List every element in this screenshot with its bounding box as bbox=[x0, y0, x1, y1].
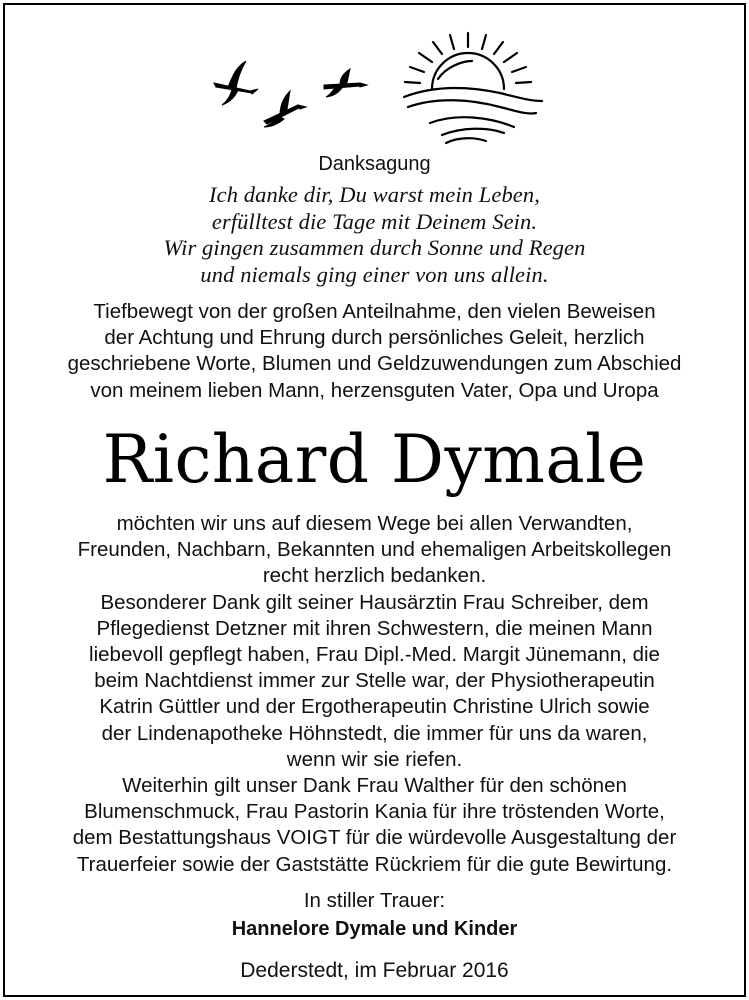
text-line: Freunden, Nachbarn, Bekannten und ehemaligen Arbeitskollegen bbox=[77, 538, 672, 562]
deceased-name: Richard Dymale bbox=[102, 421, 647, 498]
notice-heading: Danksagung bbox=[318, 153, 431, 175]
text-line: geschriebene Worte, Blumen und Geldzuwendungen zum Abschied bbox=[67, 352, 682, 376]
text-line: Besonderer Dank gilt seiner Hausärztin Frau Schreiber, dem bbox=[100, 590, 649, 614]
text-line: Katrin Güttler und der Ergotherapeutin Christine Ulrich sowie bbox=[99, 695, 650, 719]
intro-paragraph bbox=[5, 299, 744, 404]
poem-verse bbox=[5, 182, 744, 288]
thanks-paragraph bbox=[5, 511, 744, 878]
poem-line: erfülltest die Tage mit Deinem Sein. bbox=[211, 208, 538, 234]
text-line: Trauerfeier sowie der Gaststätte Rückriem für die gute Bewirtung. bbox=[76, 852, 673, 876]
bird-icon bbox=[324, 69, 367, 97]
text-line: Weiterhin gilt unser Dank Frau Walther für den schönen bbox=[122, 774, 627, 798]
text-line: von meinem lieben Mann, herzensguten Vater, Opa und Uropa bbox=[90, 378, 659, 402]
text-line: möchten wir uns auf diesem Wege bei allen Verwandten, bbox=[116, 512, 633, 535]
rising-sun-icon bbox=[404, 33, 542, 143]
text-line: Blumenschmuck, Frau Pastorin Kania für ihre tröstenden Worte, bbox=[84, 800, 665, 824]
text-line: liebevoll gepflegt haben, Frau Dipl.-Med. Margit Jünemann, die bbox=[89, 643, 660, 667]
text-line: Tiefbewegt von der großen Anteilnahme, den vielen Beweisen bbox=[93, 300, 656, 323]
bird-icon bbox=[214, 61, 258, 105]
bird-icon bbox=[264, 91, 306, 127]
text-line: der Achtung und Ehrung durch persönliches Geleit, herzlich bbox=[104, 326, 645, 350]
text-line: recht herzlich bedanken. bbox=[262, 564, 487, 588]
text-line: der Lindenapotheke Höhnstedt, die immer für uns da waren, bbox=[101, 721, 648, 745]
poem-line: Wir gingen zusammen durch Sonne und Regen bbox=[163, 235, 586, 260]
signature: Hannelore Dymale und Kinder bbox=[231, 918, 518, 940]
text-line: dem Bestattungshaus VOIGT für die würdevolle Ausgestaltung der bbox=[72, 826, 677, 850]
poem-line: und niemals ging einer von uns allein. bbox=[200, 261, 549, 287]
poem-line: Ich danke dir, Du warst mein Leben, bbox=[209, 182, 540, 207]
text-line: Pflegedienst Detzner mit ihren Schwestern, die meinen Mann bbox=[96, 616, 653, 640]
text-line: beim Nachtdienst immer zur Stelle war, der Physiotherapeutin bbox=[94, 669, 655, 693]
obituary-notice bbox=[3, 3, 746, 997]
closing-lead: In stiller Trauer: bbox=[303, 889, 446, 912]
text-line: wenn wir sie riefen. bbox=[286, 747, 463, 771]
header-artwork bbox=[200, 27, 550, 149]
dateline: Dederstedt, im Februar 2016 bbox=[240, 959, 509, 982]
